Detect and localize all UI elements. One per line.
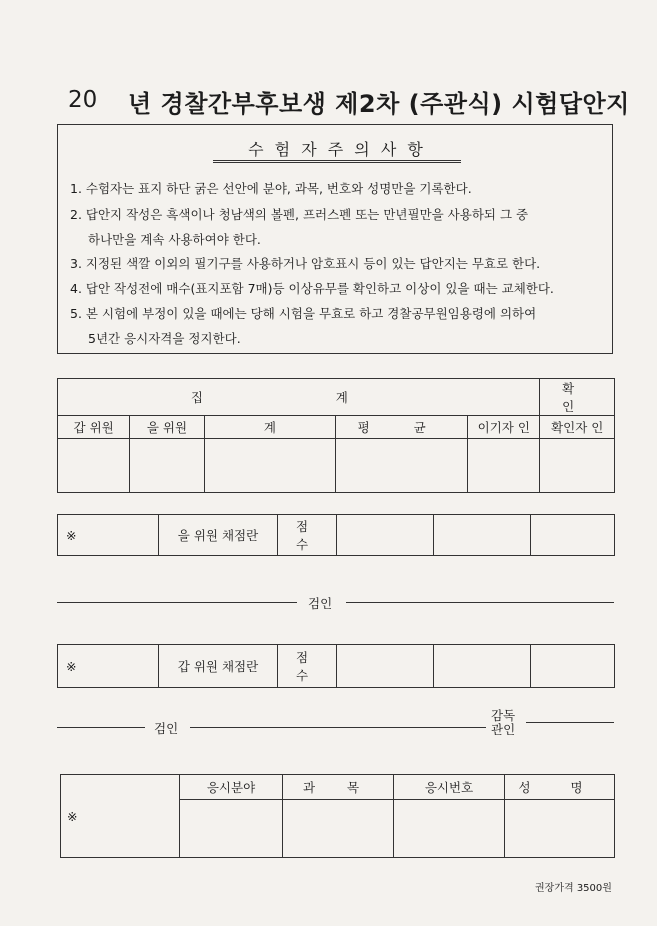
score-caption: 점 수	[278, 645, 337, 688]
seal-label: 검인	[308, 596, 333, 611]
notice-heading-underline-2	[213, 162, 461, 163]
ref-mark: ※	[58, 515, 159, 556]
title-year: 20	[68, 87, 98, 113]
col-average: 평 균	[336, 416, 468, 439]
score-label-eul: 을 위원 채점란	[159, 515, 278, 556]
col-subject: 과 목	[283, 775, 394, 800]
tally-group-label-1: 집	[58, 379, 336, 416]
name-input[interactable]	[505, 800, 615, 858]
cell-average[interactable]	[336, 439, 468, 493]
cell-gap-member[interactable]	[58, 439, 130, 493]
ref-mark: ※	[58, 645, 159, 688]
score-caption: 점 수	[278, 515, 337, 556]
col-writer-seal: 이기자 인	[468, 416, 540, 439]
price-label: 권장가격 3500원	[535, 883, 612, 894]
seal-line-left	[57, 602, 297, 603]
col-exam-number: 응시번호	[394, 775, 505, 800]
seal-line-middle	[190, 727, 486, 728]
score-table-eul	[57, 514, 615, 556]
col-verifier-seal: 확인자 인	[540, 416, 615, 439]
cell-writer-seal[interactable]	[468, 439, 540, 493]
page-title: 년 경찰간부후보생 제2차 (주관식) 시험답안지	[128, 90, 630, 118]
notice-item-5-cont: 5년간 응시자격을 정지한다.	[88, 331, 241, 346]
notice-item-2-cont: 하나만을 계속 사용하여야 한다.	[88, 232, 261, 247]
seal-label: 검인	[154, 721, 179, 736]
score-cell[interactable]	[434, 515, 531, 556]
notice-item-1: 1. 수험자는 표지 하단 굵은 선안에 분야, 과목, 번호와 성명만을 기록한다.	[70, 181, 472, 196]
supervisor-seal-label-1: 감독	[491, 708, 516, 723]
tally-group-label-2: 계	[336, 379, 540, 416]
score-cell[interactable]	[337, 645, 434, 688]
confirm-group-label: 확 인	[540, 379, 615, 416]
cell-verifier-seal[interactable]	[540, 439, 615, 493]
seal-line-right	[526, 722, 614, 723]
col-total: 계	[204, 416, 336, 439]
col-exam-field: 응시분야	[180, 775, 283, 800]
score-cell[interactable]	[337, 515, 434, 556]
cell-eul-member[interactable]	[130, 439, 204, 493]
subject-input[interactable]	[283, 800, 394, 858]
notice-item-3: 3. 지정된 색깔 이외의 필기구를 사용하거나 암호표시 등이 있는 답안지는 무효로 한다.	[70, 256, 541, 271]
seal-line-right	[346, 602, 614, 603]
applicant-table	[60, 774, 615, 858]
notice-heading-underline	[213, 160, 461, 161]
ref-mark: ※	[61, 775, 180, 858]
tally-table	[57, 378, 615, 493]
supervisor-seal-label-2: 관인	[491, 722, 516, 737]
seal-line-left	[57, 727, 145, 728]
score-cell[interactable]	[434, 645, 531, 688]
score-table-gap	[57, 644, 615, 688]
score-label-gap: 갑 위원 채점란	[159, 645, 278, 688]
notice-heading: 수 험 자 주 의 사 항	[248, 140, 426, 159]
col-name: 성 명	[505, 775, 615, 800]
col-gap-member: 갑 위원	[58, 416, 130, 439]
notice-item-4: 4. 답안 작성전에 매수(표지포함 7매)등 이상유무를 확인하고 이상이 있을 때는 교체한다.	[70, 281, 554, 296]
exam-number-input[interactable]	[394, 800, 505, 858]
exam-field-input[interactable]	[180, 800, 283, 858]
supervisor-seal-label	[491, 709, 515, 737]
cell-total[interactable]	[204, 439, 336, 493]
score-cell[interactable]	[531, 645, 615, 688]
score-cell[interactable]	[531, 515, 615, 556]
col-eul-member: 을 위원	[130, 416, 204, 439]
notice-item-2: 2. 답안지 작성은 흑색이나 청남색의 볼펜, 프러스펜 또는 만년필만을 사용하되 그 중	[70, 207, 529, 222]
notice-item-5: 5. 본 시험에 부정이 있을 때에는 당해 시험을 무효로 하고 경찰공무원임용령에 의하여	[70, 306, 537, 321]
